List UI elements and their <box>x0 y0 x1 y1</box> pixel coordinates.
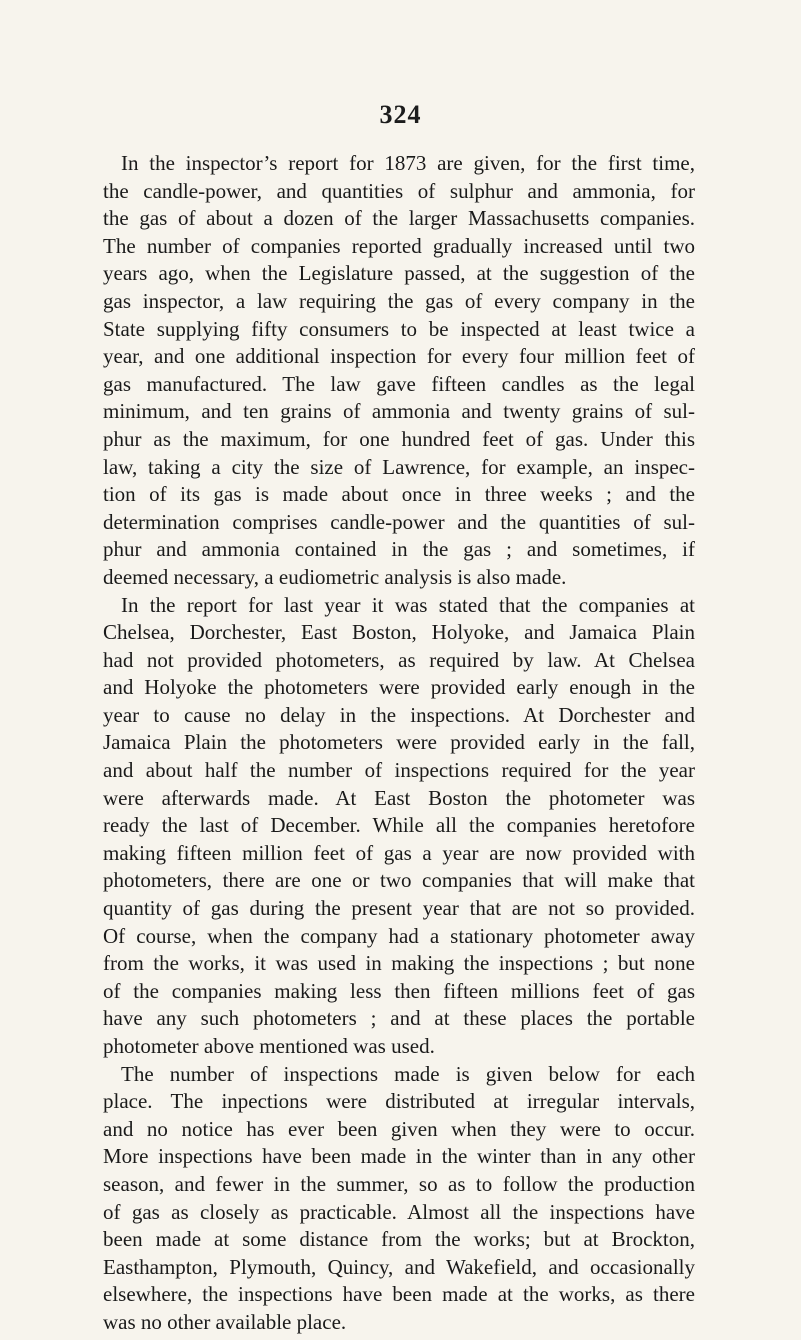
text-line: In the inspector’s report for 1873 are given, for the first time, <box>121 151 695 175</box>
text-line: year, and one additional inspection for every four million feet of <box>103 344 695 369</box>
text-line: gas manufactured. The law gave fifteen candles as the legal <box>103 371 695 396</box>
text-line: State supplying fifty consumers to be inspected at least twice a <box>103 316 695 341</box>
text-line: Jamaica Plain the photometers were provided early in the fall, <box>103 730 695 755</box>
text-line: year to cause no delay in the inspections. At Dorchester and <box>103 702 695 727</box>
text-line: ready the last of December. While all the companies heretofore <box>103 813 695 838</box>
text-line: photometers, there are one or two companies that will make that <box>103 868 695 893</box>
text-line: season, and fewer in the summer, so as to follow the production <box>103 1171 695 1196</box>
text-line: quantity of gas during the present year that are not so provided. <box>103 896 695 921</box>
text-line: elsewhere, the inspections have been made at the works, as there <box>103 1282 695 1307</box>
text-line: Easthampton, Plymouth, Quincy, and Wakefield, and occasionally <box>103 1254 695 1279</box>
text-line: tion of its gas is made about once in three weeks ; and the <box>103 482 695 507</box>
text-line: Of course, when the company had a stationary photometer away <box>103 923 695 948</box>
text-line: The number of inspections made is given below for each <box>121 1061 695 1086</box>
text-line: The number of companies reported gradually increased until two <box>103 233 695 258</box>
text-line: place. The inpections were distributed at irregular intervals, <box>103 1089 695 1114</box>
text-line: Chelsea, Dorchester, East Boston, Holyoke, and Jamaica Plain <box>103 620 695 645</box>
text-line: More inspections have been made in the winter than in any other <box>103 1144 695 1169</box>
text-line: and about half the number of inspections required for the year <box>103 758 695 783</box>
text-line: was no other available place. <box>103 1309 347 1334</box>
text-line: the candle-power, and quantities of sulphur and ammonia, for <box>103 178 695 203</box>
text-line: In the report for last year it was stated that the companies at <box>121 592 695 617</box>
text-line: the gas of about a dozen of the larger Massachusetts companies. <box>103 206 695 231</box>
text-line: phur and ammonia contained in the gas ; and sometimes, if <box>103 537 695 562</box>
text-line: been made at some distance from the works; but at Brockton, <box>103 1227 695 1252</box>
page-number: 324 <box>379 100 422 129</box>
text-line: and no notice has ever been given when they were to occur. <box>103 1116 695 1141</box>
body-text <box>103 150 695 1337</box>
text-line: and Holyoke the photometers were provided early enough in the <box>103 675 695 700</box>
text-line: photometer above mentioned was used. <box>103 1034 435 1058</box>
text-line: had not provided photometers, as required by law. At Chelsea <box>103 647 695 672</box>
text-line: minimum, and ten grains of ammonia and twenty grains of sul- <box>103 399 695 424</box>
text-line: phur as the maximum, for one hundred feet of gas. Under this <box>103 426 695 451</box>
text-line: have any such photometers ; and at these places the portable <box>103 1006 695 1031</box>
text-line: law, taking a city the size of Lawrence, for example, an inspec- <box>103 454 695 479</box>
text-line: gas inspector, a law requiring the gas of every company in the <box>103 288 695 313</box>
text-line: making fifteen million feet of gas a year are now provided with <box>103 840 695 865</box>
text-line: determination comprises candle-power and the quantities of sul- <box>103 509 695 534</box>
text-line: deemed necessary, a eudiometric analysis is also made. <box>103 564 567 589</box>
text-line: were afterwards made. At East Boston the photometer was <box>103 785 695 810</box>
text-line: of gas as closely as practicable. Almost all the inspections have <box>103 1199 695 1224</box>
text-line: years ago, when the Legislature passed, at the suggestion of the <box>103 261 695 286</box>
text-line: of the companies making less then fifteen millions feet of gas <box>103 978 695 1003</box>
text-line: from the works, it was used in making the inspections ; but none <box>103 951 695 976</box>
